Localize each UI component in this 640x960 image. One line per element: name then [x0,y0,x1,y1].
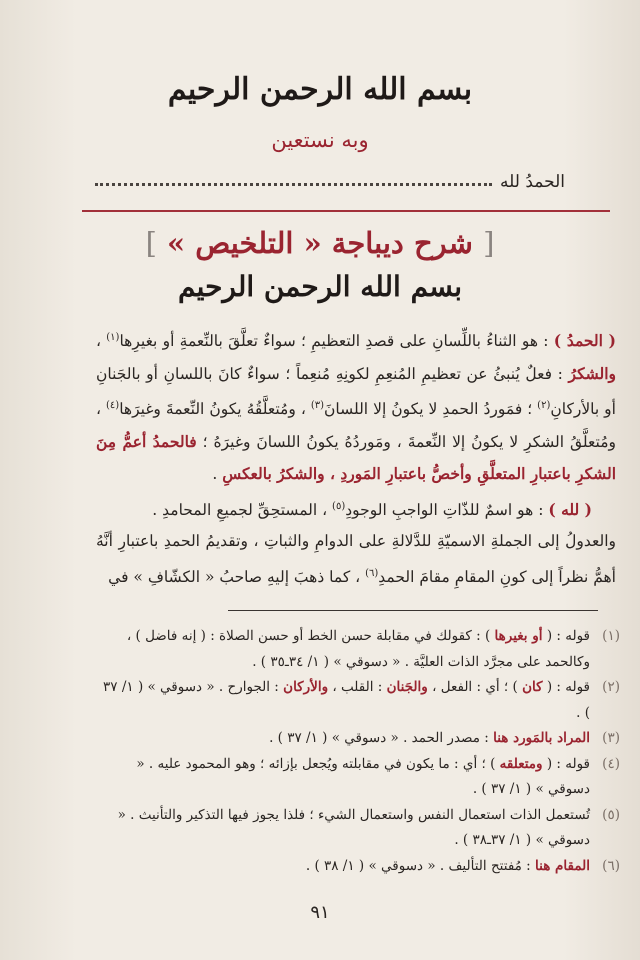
title-bracket-close: ] [145,226,157,260]
footnote-text: قوله : ( [542,628,590,644]
footnote-text: ) ؛ أي : الفعل ، [427,679,523,695]
footnote-text: تُستعمل الذات استعمال النفس واستعمال الشيء ؛ فلذا يجوز فيها التذكير والتأنيث . « دسوقي » ( ١/ ٣٧ـ٣٨ ) . [117,806,590,848]
footnote-text: : مصدر الحمد . « دسوقي » ( ١/ ٣٧ ) . [269,730,494,746]
footnote-term: والجَنان [386,679,428,695]
term-hamd: ( الحمدُ ) [553,331,617,351]
section-divider [82,210,610,212]
footnote-item [96,854,620,880]
footnote-ref-3[interactable]: (٣) [310,400,325,412]
footnote-number: (٣) [602,730,620,746]
footnote-text: ) ؛ أي : ما يكون في مقابلته ويُجعل بإزائه ؛ وهو المحمود عليه . « دسوقي » ( ١/ ٣٧ ) . [136,755,590,797]
paragraph-udul [96,526,616,593]
footnote-term: كان [522,679,543,695]
footnote-item [96,803,620,854]
footnote-text: ) : كقولك في مقابلة حسن الخط أو حسن الصلاة : ( إنه فاضل ) ، وكالحمد على مجرَّد الذات العليَّة . « دسوقي » ( ١/ ٣٤ـ٣٥ ) . [126,628,590,670]
paragraph-hamd [96,322,616,491]
hamd-text: الحمدُ لله [500,172,565,192]
text-segment: : هو الثناءُ باللِّسانِ على قصدِ التعظيمِ ؛ سواءٌ تعلَّقَ بالنِّعمةِ أو بغيرِها [119,332,554,351]
basmala-heading: بسم الله الرحمن الرحيم [167,72,473,107]
title-bracket-open: [ [483,226,495,260]
footnote-number: (٤) [602,755,620,772]
footnote-number: (٢) [602,679,620,695]
section-title [0,226,640,260]
footnote-item [96,624,620,675]
footnote-number: (٥) [602,806,620,823]
footnote-ref-5[interactable]: (٥) [332,500,346,512]
footnote-term: ومتعلقه [499,755,543,772]
term-shukr: والشكرُ [568,363,616,383]
basmala-secondary: بسم الله الرحمن الرحيم [178,270,462,303]
help-line: وبه نستعين [271,128,369,152]
text-segment: : فعلٌ يُنبئُ عن تعظيمِ المُنعِمِ لكونِهِ مُنعِماً ؛ سواءٌ كانَ باللسانِ أو بالجَنانِ أو بالأركانِ [96,364,616,419]
dotted-leader [95,183,492,186]
main-text [96,322,616,594]
footnote-term: أو بغيرها [494,628,543,644]
footnote-text: : القلب ، [328,679,387,695]
text-segment: ، كما ذهبَ إليهِ صاحبُ « الكشّافِ » في [108,568,366,587]
conclusion-text: فالحمدُ أعمُّ مِنَ الشكرِ باعتبارِ المتعلَّقِ وأخصُّ باعتبارِ المَوردِ ، والشكرُ بالعكسِ [96,431,616,484]
text-segment: ، ومُتعلَّقُهُ يكونُ النِّعمةَ وغيرَها [119,400,311,419]
footnote-item [96,726,620,752]
footnote-text: : الجوارح . « دسوقي » ( ١/ ٣٧ ) . [103,679,590,721]
footnote-text: قوله : ( [542,755,590,772]
footnote-number: (١) [602,628,620,644]
footnote-term: المراد بالمَورد هنا [493,730,590,746]
paragraph-lillah [96,491,616,527]
footnote-ref-4[interactable]: (٤) [106,400,120,412]
footnote-item [96,752,620,803]
footnotes-section [96,624,620,879]
footnote-text: : مُفتتح التأليف . « دسوقي » ( ١/ ٣٨ ) . [305,857,536,874]
text-segment: والعدولُ إلى الجملةِ الاسميّةِ للدَّلالةِ على الدوامِ والثباتِ ، وتقديمُ الحمدِ باعتبارِ أنَّهُ أهمُّ نظراً إلى كونِ المقامِ مقامَ الحمدِ [96,532,616,587]
footnote-term: والأركان [283,679,329,695]
term-lillah: ( لله ) [548,499,592,519]
hamd-line [95,162,565,192]
footnote-number: (٦) [602,857,620,874]
text-segment: : هو اسمٌ للذّاتِ الواجبِ الوجودِ [345,500,549,519]
footnote-ref-2[interactable]: (٢) [537,400,551,412]
text-segment: . [212,465,223,484]
title-text: شرح ديباجة « التلخيص » [167,226,473,260]
page-number: ٩١ [310,902,330,923]
footnote-ref-6[interactable]: (٦) [365,567,379,579]
footnote-text: قوله : ( [542,679,590,695]
footnote-term: المقام هنا [535,857,590,874]
footnote-divider [228,610,598,611]
text-segment: ؛ فمَوردُ الحمدِ لا يكونُ إلا اللسانَ [324,400,538,419]
text-segment: ، ومُتعلَّقُ الشكرِ لا يكونُ إلا النِّعمةَ ، ومَوردُهُ يكونُ اللسانَ وغيرَهُ ؛ [96,400,616,451]
footnote-item [96,675,620,726]
footnote-ref-1[interactable]: (١) [106,332,120,343]
text-segment: ، [96,332,107,351]
text-segment: ، المستحِقِّ لجميعِ المحامدِ . [152,500,333,519]
